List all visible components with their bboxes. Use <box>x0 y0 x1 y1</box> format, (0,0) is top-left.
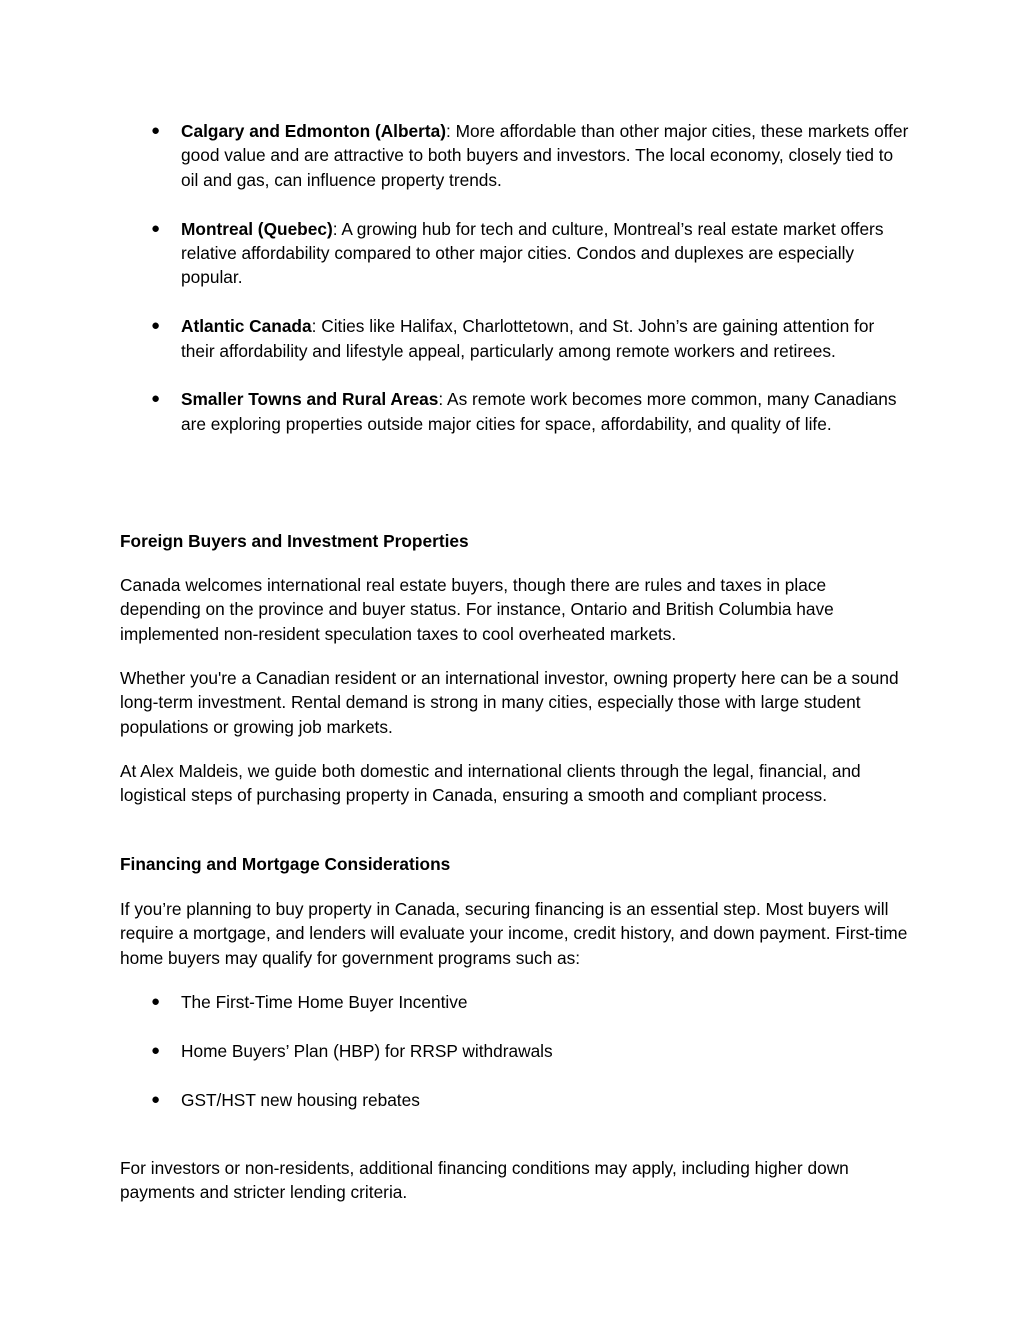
paragraph-financing-closing: For investors or non-residents, additional financing conditions may apply, including higher down payments and stricter lending criteria. <box>120 1158 849 1203</box>
list-item-program <box>120 1039 910 1063</box>
region-term: Atlantic Canada <box>181 316 312 337</box>
bullet-icon: ● <box>151 1090 161 1108</box>
list-item-atlantic <box>120 314 910 363</box>
paragraph-financing-intro: If you’re planning to buy property in Canada, securing financing is an essential step. Most buyers will require a mortgage, and lenders will evaluate your income, credit history, and down payment. First-time home buyers may qualify for government programs such as: <box>120 899 908 968</box>
region-description: : A growing hub for tech and culture, Montreal’s real estate market offers relative affordability compared to other major cities. Condos and duplexes are especially popular. <box>181 218 884 288</box>
list-item-montreal <box>120 217 910 290</box>
bullet-icon: ● <box>151 219 161 237</box>
paragraph-foreign-rules: Canada welcomes international real estate buyers, though there are rules and taxes in place depending on the province and buyer status. For instance, Ontario and British Columbia have implemented non-resident speculation taxes to cool overheated markets. <box>120 575 834 644</box>
section-heading-foreign-buyers: Foreign Buyers and Investment Properties <box>120 531 469 551</box>
region-term: Smaller Towns and Rural Areas <box>181 389 439 410</box>
list-item-rural <box>120 387 910 436</box>
bullet-icon: ● <box>151 390 161 408</box>
programs-list <box>120 990 910 1112</box>
paragraph-alex-maldeis: At Alex Maldeis, we guide both domestic and international clients through the legal, financial, and logistical steps of purchasing property in Canada, ensuring a smooth and compliant process. <box>120 761 861 806</box>
program-label: Home Buyers’ Plan (HBP) for RRSP withdrawals <box>181 1040 553 1061</box>
list-item-alberta <box>120 119 910 192</box>
program-label: The First-Time Home Buyer Incentive <box>181 992 468 1012</box>
paragraph-investment: Whether you're a Canadian resident or an international investor, owning property here can be a sound long-term investment. Rental demand is strong in many cities, especially those with large student populations or growing job markets. <box>120 668 899 737</box>
region-description: : Cities like Halifax, Charlottetown, and St. John’s are gaining attention for their affordability and lifestyle appeal, particularly among remote workers and retirees. <box>181 316 875 361</box>
regions-list <box>120 119 910 436</box>
program-label: GST/HST new housing rebates <box>181 1089 420 1110</box>
section-heading-financing: Financing and Mortgage Considerations <box>120 854 451 874</box>
region-term: Calgary and Edmonton (Alberta) <box>181 121 446 141</box>
bullet-icon: ● <box>151 122 161 139</box>
bullet-icon: ● <box>151 993 161 1010</box>
bullet-icon: ● <box>151 1041 161 1059</box>
bullet-icon: ● <box>151 317 161 335</box>
region-description: : As remote work becomes more common, many Canadians are exploring properties outside major cities for space, affordability, and quality of life. <box>181 389 897 434</box>
region-term: Montreal (Quebec) <box>181 218 333 239</box>
region-description: : More affordable than other major cities, these markets offer good value and are attractive to both buyers and investors. The local economy, closely tied to oil and gas, can influence property trends. <box>181 121 909 190</box>
list-item-program <box>120 1088 910 1112</box>
list-item-program <box>120 990 910 1014</box>
